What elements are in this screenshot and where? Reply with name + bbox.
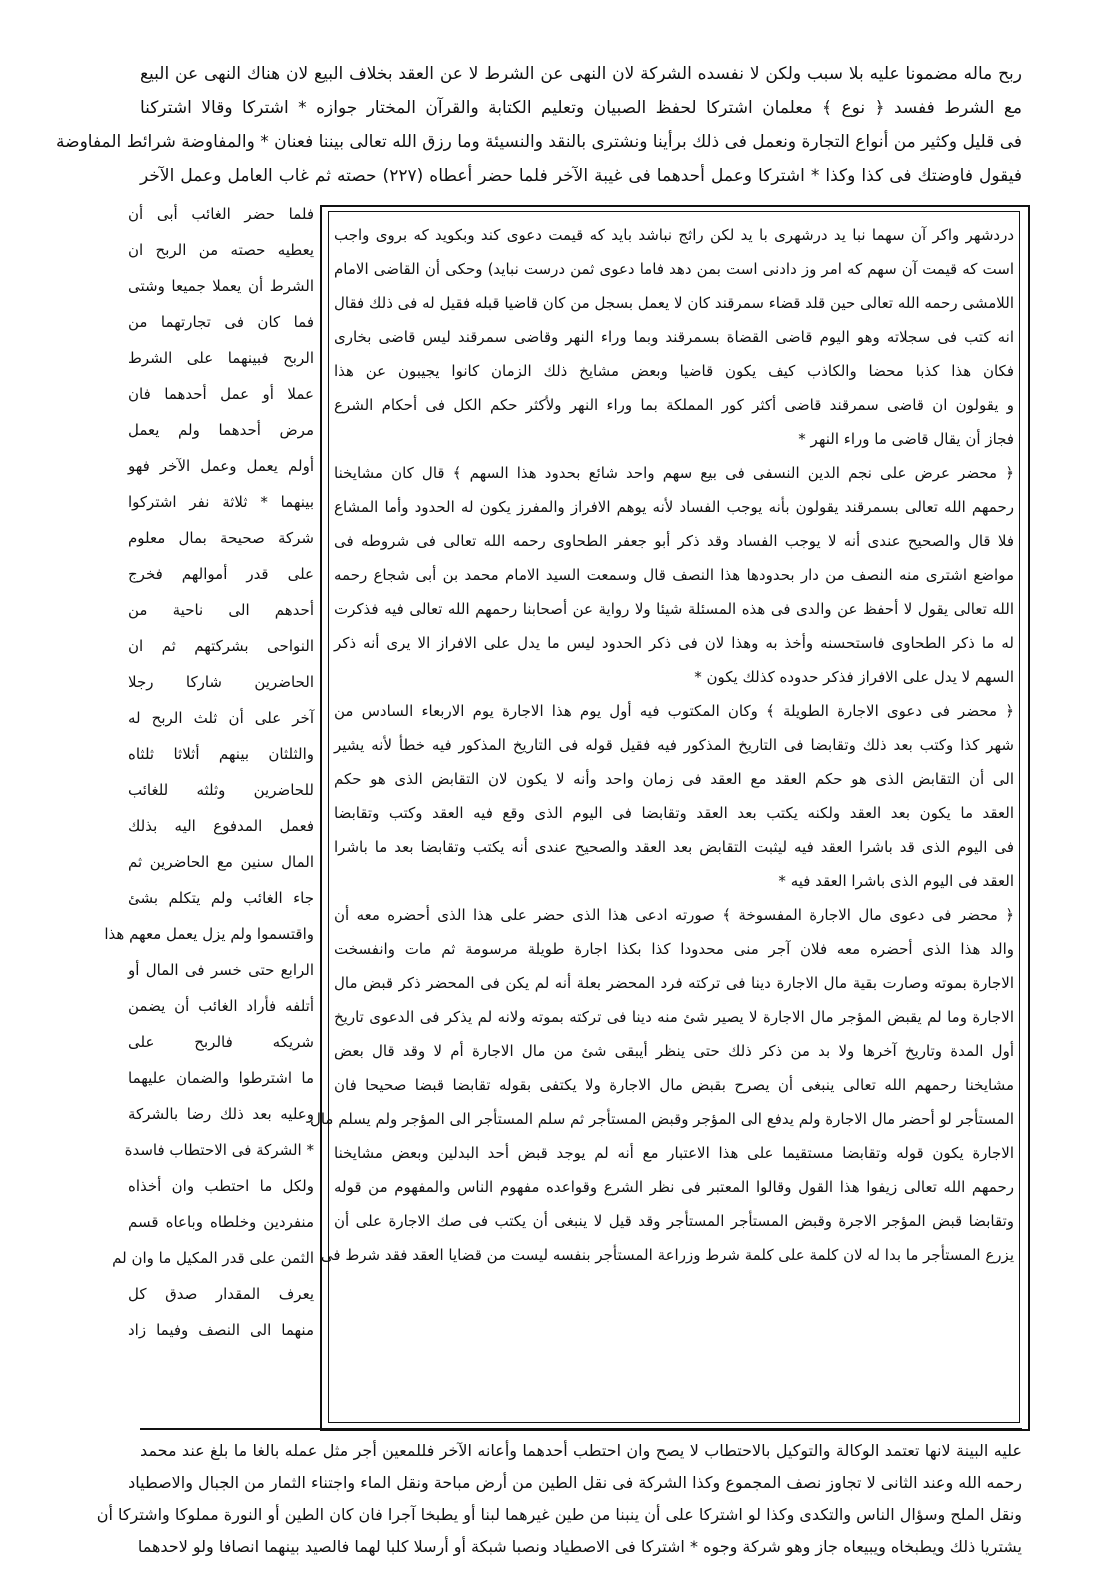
- text-line: ربح ماله مضمونا عليه بلا سبب ولكن لا نفسده الشركة لان النهى عن الشرط لا عن العقد بخلاف البيع لان هناك النهى عن البيع: [140, 64, 1022, 84]
- text-line: الله تعالى يقول لا أحفظ عن والدى فى هذه المسئلة شيئا ولا رواية عن أصحابنا رحمهم الله تعالى فيه فذكرت: [334, 600, 1014, 618]
- margin-line: على قدر أموالهم فخرج: [128, 565, 314, 583]
- margin-line: أتلفه فأراد الغائب أن يضمن: [128, 997, 314, 1015]
- text-line: عليه البينة لانها تعتمد الوكالة والتوكيل بالاحتطاب لا يصح وان احتطب أحدهما وأعانه الآخر فللمعين أجر مثل عمله بالغا ما بلغ عند محمد: [140, 1441, 1022, 1460]
- section-heading-line: ﴿ محضر عرض على نجم الدين النسفى فى بيع سهم واحد شائع بحدود هذا السهم ﴾ قال كان مشايخنا: [334, 464, 1014, 482]
- margin-line: النواحى بشركتهم ثم ان: [128, 637, 314, 655]
- text-line: الاجارة وما لم يقبض المؤجر مال الاجارة لا يصير شئ منه دينا فى تركته بموته ولانه لم يذكر فى الدعوى تاريخ: [334, 1008, 1014, 1026]
- margin-line: واقتسموا ولم يزل يعمل معهم هذا: [104, 925, 314, 943]
- margin-line: الحاضرين شاركا رجلا: [128, 673, 314, 691]
- margin-line: * الشركة فى الاحتطاب فاسدة: [124, 1141, 314, 1159]
- margin-line: آخر على أن ثلث الربح له: [128, 709, 314, 727]
- margin-line: يعرف المقدار صدق كل: [128, 1285, 314, 1303]
- text-line: فلا قال والصحيح عندى أنه لا يوجب الفساد وقد ذكر أبو جعفر الطحاوى رحمه الله تعالى فى شروطه فى: [334, 532, 1014, 550]
- text-line: فى قليل وكثير من أنواع التجارة ونعمل فى ذلك برأينا ونشترى بالنقد والنسيئة وما رزق الله تعالى بيننا فعنان * والمفاوضة شرائط المفاوضة: [56, 132, 1022, 152]
- margin-line: الشرط أن يعملا جميعا وشتى: [128, 277, 314, 295]
- margin-line: فعمل المدفوع اليه بذلك: [128, 817, 314, 835]
- text-line: مشايخنا رحمهم الله تعالى ينبغى أن يصرح بقبض مال الاجارة ولا يكتفى بقوله تقابضا قبضا صحيحا فان: [334, 1076, 1014, 1094]
- text-line: و يقولون ان قاضى سمرقند قاضى أكثر كور المملكة بما وراء النهر ولأكثر حكم الكل فى أحكام الشرع: [334, 396, 1014, 414]
- text-line: الاجارة يكون قوله وتقابضا مستقيما على هذا الاعتبار مع أنه لم يوجد قبض أحد البدلين وبعض مشايخنا: [334, 1144, 1014, 1162]
- text-line: انه كتب فى سجلاته وهو اليوم قاضى القضاة بسمرقند وبما وراء النهر وقاضى سمرقند ليس قاضى بخارى: [334, 328, 1014, 346]
- margin-line: شريكه فالربح على: [128, 1033, 314, 1051]
- margin-line: عملا أو عمل أحدهما فان: [128, 385, 314, 403]
- text-line: العقد فى اليوم الذى باشرا العقد فيه *: [778, 872, 1014, 890]
- margin-line: ما اشترطوا والضمان عليهما: [128, 1069, 314, 1087]
- margin-line: والثلثان بينهم أثلاثا ثلثاه: [128, 745, 314, 763]
- margin-line: جاء الغائب ولم يتكلم بشئ: [128, 889, 314, 907]
- text-line: يشتريا ذلك ويطبخاه ويبيعاه جاز وهو شركة وجوه * اشتركا فى الاصطياد ونصبا شبكة أو أرسلا كلبا لهما فالصيد بينهما انصافا ولو لاحدهما: [137, 1537, 1022, 1556]
- text-line: العقد ما يكون بعد العقد ولكنه يكتب بعد العقد وتقابضا فى اليوم الذى وقع فيه العقد وكتب وتقابضا: [334, 804, 1014, 822]
- margin-line: منفردين وخلطاه وباعاه قسم: [128, 1213, 314, 1231]
- margin-line: أحدهم الى ناحية من: [128, 601, 314, 619]
- margin-line: أولم يعمل وعمل الآخر فهو: [128, 457, 314, 475]
- margin-line: الرابع حتى خسر فى المال أو: [128, 961, 314, 979]
- margin-line: الثمن على قدر المكيل ما وان لم: [112, 1249, 314, 1267]
- margin-line: فما كان فى تجارتهما من: [128, 313, 314, 331]
- margin-line: منهما الى النصف وفيما زاد: [128, 1321, 314, 1339]
- text-line: الاجارة بموته وصارت بقية مال الاجارة دينا فى تركته فرد المحضر بعلة أنه لم يكن فى المحضر ذكر قبض مال: [334, 974, 1014, 992]
- text-line: رحمهم الله تعالى بسمرقند يقولون بأنه يوجب الفساد لأنه يوهم الافراز والمفرز يكون له الحدود وأما المشاع: [334, 498, 1014, 516]
- text-line: المستأجر لو أحضر مال الاجارة ولم يدفع الى المؤجر وقبض المستأجر ثم سلم المستأجر الى المؤجر ولم يسلم مال: [309, 1110, 1014, 1128]
- text-line: اللامشى رحمه الله تعالى حين قلد قضاء سمرقند كان لا يعمل بسجل من كان قاضيا قبله فقيل له فى ذلك فقال: [334, 294, 1014, 312]
- section-heading-line: ﴿ محضر فى دعوى الاجارة الطويلة ﴾ وكان المكتوب فيه أول يوم هذا الاجارة يوم الاربعاء السادس من: [334, 702, 1014, 720]
- text-line: فيقول فاوضتك فى كذا وكذا * اشتركا وعمل أحدهما فى غيبة الآخر فلما حضر أعطاه (٢٢٧) حصته ثم غاب العامل وعمل الآخر: [140, 166, 1023, 186]
- text-line: مع الشرط ففسد ﴿ نوع ﴾ معلمان اشتركا لحفظ الصبيان وتعليم الكتابة والقرآن المختار جوازه * اشتركا وقالا اشتركنا: [140, 98, 1022, 118]
- text-line: السهم لا يدل على الافراز فذكر حدوده كذلك يكون *: [694, 668, 1014, 686]
- text-line: رحمهم الله تعالى زيفوا هذا القول وقالوا المعتبر فى نظر الشرع وقواعده مفهوم الناس والمفهوم من قوله: [334, 1178, 1014, 1196]
- margin-line: المال سنين مع الحاضرين ثم: [128, 853, 314, 871]
- text-line: وتقابضا قبض المؤجر الاجرة وقبض المستأجر المستأجر وقد قيل لا ينبغى أن يكتب فى صك الاجارة على أن: [334, 1212, 1014, 1230]
- margin-line: يعطيه حصته من الربح ان: [128, 241, 314, 259]
- text-line: شهر كذا وكتب بعد ذلك وتقابضا فى التاريخ المذكور فيه فقيل قوله فى التاريخ المذكور فيه خطأ لأنه يشير: [334, 736, 1014, 754]
- bottom-rule: [140, 1428, 1022, 1430]
- margin-line: مرض أحدهما ولم يعمل: [128, 421, 314, 439]
- section-heading-line: ﴿ محضر فى دعوى مال الاجارة المفسوخة ﴾ صورته ادعى هذا الذى حضر على هذا الذى أحضره معه أن: [334, 906, 1014, 924]
- margin-line: شركة صحيحة بمال معلوم: [128, 529, 314, 547]
- text-line: دردشهر واكر آن سهما نبا يد درشهرى با يد لكن راثج نباشد بايد كه قيمت دعوى كند وبكويد كه بروى واجب: [334, 226, 1014, 244]
- text-line: الى أن التقابض الذى هو حكم العقد مع العقد فى زمان واحد وأنه لا يكون لان التقابض الذى هو حكم: [334, 770, 1014, 788]
- margin-line: الربح فبينهما على الشرط: [128, 349, 314, 367]
- text-line: أول المدة وتاريخ آخرها ولا بد من ذكر ذلك حتى ينظر أيبقى شئ من مال الاجارة أم لا وقد قال بعض: [334, 1042, 1014, 1060]
- margin-line: وعليه بعد ذلك رضا بالشركة: [128, 1105, 314, 1123]
- margin-line: ولكل ما احتطب وان أخذاه: [128, 1177, 314, 1195]
- margin-line: بينهما * ثلاثة نفر اشتركوا: [128, 493, 314, 511]
- margin-line: للحاضرين وثلثه للغائب: [128, 781, 314, 799]
- text-line: است كه قيمت آن سهم كه امر وز دادنى است بمن دهد فاما دعوى ثمن درست نبايد) وحكى أن القاضى الامام: [334, 260, 1014, 278]
- text-line: فكان هذا كذبا محضا والكاذب كيف يكون قاضيا وبعض مشايخ ذلك الزمان كانوا يجيبون عن هذا: [334, 362, 1014, 380]
- text-line: والد هذا الذى أحضره معه فلان آجر منى محدودا كذا بكذا اجارة طويلة مرسومة ثم مات وانفسخت: [334, 940, 1014, 958]
- text-line: يزرع المستأجر ما بدا له لان كلمة على كلمة شرط وزراعة المستأجر بنفسه ليست من قضايا العقد فقد شرط فى: [320, 1246, 1014, 1264]
- text-line: رحمه الله وعند الثانى لا تجاوز نصف المجموع وكذا الشركة فى نقل الطين من أرض مباحة ونقل الماء واجتناء الثمار من الجبال والاصطياد: [128, 1473, 1022, 1492]
- text-line: فجاز أن يقال قاضى ما وراء النهر *: [798, 430, 1014, 448]
- text-line: مواضع اشترى منه النصف من دار بحدودها هذا النصف قال وسمعت السيد الامام محمد بن أبى شجاع رحمه: [334, 566, 1014, 584]
- text-line: فى اليوم الذى قد باشرا العقد فيه ليثبت التقابض بعد العقد والصحيح عندى أنه يكتب وتقابضا بعد ما باشرا: [334, 838, 1014, 856]
- text-line: له ما ذكر الطحاوى فاستحسنه وأخذ به وهذا لان فى ذكر الحدود ليس ما يدل على الافراز الا يرى أنه ذكر: [334, 634, 1014, 652]
- text-line: ونقل الملح وسؤال الناس والتكدى وكذا لو اشتركا على أن ينبنا من طين غيرهما لبنا أو يطبخا آجرا فان كان الطين أو النورة مملوكا واشتركا أن: [96, 1505, 1022, 1524]
- margin-line: فلما حضر الغائب أبى أن: [128, 205, 314, 223]
